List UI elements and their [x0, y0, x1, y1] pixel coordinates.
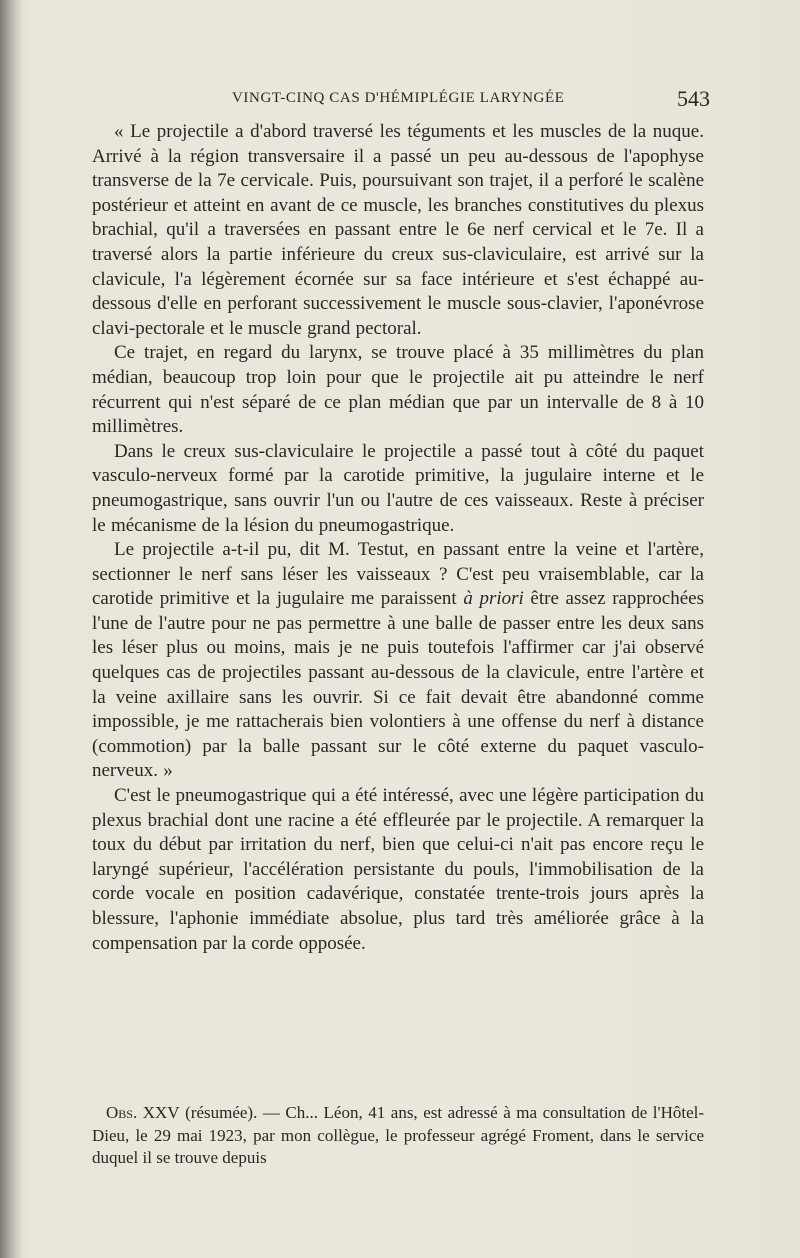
- running-title: VINGT-CINQ CAS D'HÉMIPLÉGIE LARYNGÉE: [232, 90, 565, 106]
- italic-a-priori: à priori: [463, 588, 524, 610]
- paragraph-testut: [92, 538, 704, 784]
- observation-label: Obs. XXV: [106, 1103, 180, 1122]
- paragraph-testut-end: être assez rapprochées l'une de l'autre pour ne pas permettre à une balle de passer entre les deux sans les léser plus ou moins, mais je ne puis toutefois l'affirmer car j'ai observé quelques cas de projectiles passant au-dessous de la clavicule, entre l'artère et la veine axillaire sans les ouvrir. Si ce fait devait être abandonné comme impossible, je me rattacherais bien volontiers à une offense du nerf à distance (commotion) par la balle passant sur le côté externe du paquet vasculo-nerveux. »: [92, 588, 705, 782]
- observation-paragraph: [92, 1102, 704, 1170]
- book-spine-shadow: [0, 0, 22, 1258]
- page-number: 543: [677, 86, 710, 111]
- paragraph-trajectory: « Le projectile a d'abord traversé les téguments et les muscles de la nuque. Arrivé à la région transversaire il a passé un peu au-dessous de l'apophyse transverse de la 7e cervicale. Puis, poursuivant son trajet, il a perforé le scalène postérieur et atteint en avant de ce muscle, les branches constitutives du plexus brachial, qu'il a traversées en passant entre le 6e nerf cervical et le 7e. Il a traversé alors la partie inférieure du creux sus-claviculaire, est arrivé sur la clavicule, l'a légèrement écornée sur sa face intérieure et s'est échappé au-dessous d'elle en perforant successivement le muscle sous-clavier, l'aponévrose clavi-pectorale et le muscle grand pectoral.: [92, 121, 704, 339]
- paragraph-distance: Ce trajet, en regard du larynx, se trouve placé à 35 millimètres du plan médian, beaucoup trop loin pour que le projectile ait pu atteindre le nerf récurrent qui n'est séparé de ce plan médian que par un intervalle de 8 à 10 millimètres.: [92, 342, 704, 438]
- paragraph-testut-start: Le projectile a-t-il pu, dit M. Testut, en passant entre la veine et l'artère, sectionner le nerf sans léser les vaisseaux ? C'est peu vraisemblable, car la carotide primitive et la jugulaire me paraissent: [92, 539, 704, 610]
- body-text: [92, 120, 704, 956]
- paragraph-conclusion: C'est le pneumogastrique qui a été intéressé, avec une légère participation du plexus brachial dont une racine a été effleurée par le projectile. A remarquer la toux du début par irritation du nerf, bien que celui-ci n'ait pas encore reçu le laryngé supérieur, l'accélération persistante du pouls, l'immobilisation de la corde vocale en position cadavérique, constatée trente-trois jours après la blessure, l'aphonie immédiate absolue, plus tard très améliorée grâce à la compensation par la corde opposée.: [92, 785, 704, 954]
- observation-block: [92, 1102, 704, 1170]
- page-header: [92, 86, 710, 112]
- observation-text: (résumée). — Ch... Léon, 41 ans, est adressé à ma consultation de l'Hôtel-Dieu, le 29 mai 1923, par mon collègue, le professeur agrégé Froment, dans le service duquel il se trouve depuis: [92, 1103, 705, 1167]
- paragraph-vessels: Dans le creux sus-claviculaire le projectile a passé tout à côté du paquet vasculo-nerveux formé par la carotide primitive, la jugulaire interne et le pneumogastrique, sans ouvrir l'un ou l'autre de ces vaisseaux. Reste à préciser le mécanisme de la lésion du pneumogastrique.: [92, 440, 704, 536]
